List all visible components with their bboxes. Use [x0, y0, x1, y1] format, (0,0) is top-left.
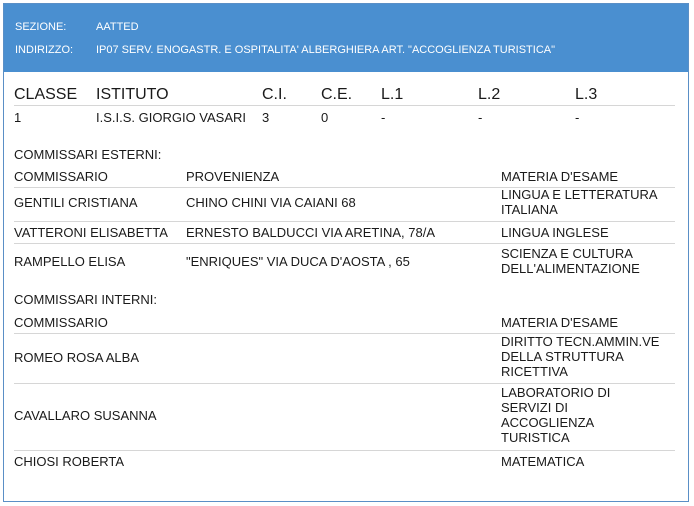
divider: [14, 221, 675, 222]
col-provenienza-header: PROVENIENZA: [186, 169, 280, 184]
col-commissario-header: COMMISSARIO: [14, 169, 108, 184]
commissario-name: RAMPELLO ELISA: [14, 254, 126, 269]
col-istituto-header: ISTITUTO: [96, 86, 169, 103]
divider: [14, 243, 675, 244]
col-classe-header: CLASSE: [14, 86, 78, 103]
materia-value: MATEMATICA: [501, 454, 585, 469]
col-materia-header: MATERIA D'ESAME: [501, 315, 619, 330]
materia-value: SCIENZA E CULTURA DELL'ALIMENTAZIONE: [501, 246, 640, 276]
col-commissario-header: COMMISSARIO: [14, 315, 108, 330]
l2-value: -: [478, 110, 483, 125]
col-ci-header: C.I.: [262, 86, 287, 103]
header-bar: [4, 4, 688, 72]
commission-card: [3, 3, 689, 502]
section-title: COMMISSARI INTERNI:: [14, 292, 158, 307]
materia-value: DIRITTO TECN.AMMIN.VE DELLA STRUTTURA RICETTIVA: [501, 334, 660, 379]
istituto-value: I.S.I.S. GIORGIO VASARI: [96, 110, 247, 125]
provenienza-value: ERNESTO BALDUCCI VIA ARETINA, 78/A: [186, 225, 436, 240]
col-ce-header: C.E.: [321, 86, 353, 103]
col-l1-header: L.1: [381, 86, 404, 103]
sezione-value: AATTED: [96, 21, 139, 33]
col-materia-header: MATERIA D'ESAME: [501, 169, 619, 184]
commissario-name: VATTERONI ELISABETTA: [14, 225, 168, 240]
col-l3-header: L.3: [575, 86, 598, 103]
divider: [14, 383, 675, 384]
l1-value: -: [381, 110, 386, 125]
provenienza-value: "ENRIQUES" VIA DUCA D'AOSTA , 65: [186, 254, 410, 269]
commissario-name: ROMEO ROSA ALBA: [14, 350, 139, 365]
commissario-name: CAVALLARO SUSANNA: [14, 408, 157, 423]
l3-value: -: [575, 110, 580, 125]
indirizzo-value: IP07 SERV. ENOGASTR. E OSPITALITA' ALBERGHIERA ART. "ACCOGLIENZA TURISTICA": [96, 44, 556, 56]
materia-value: LABORATORIO DI SERVIZI DI ACCOGLIENZA TURISTICA: [501, 385, 611, 445]
commissario-name: CHIOSI ROBERTA: [14, 454, 125, 469]
materia-value: LINGUA INGLESE: [501, 225, 609, 240]
provenienza-value: CHINO CHINI VIA CAIANI 68: [186, 195, 356, 210]
divider: [14, 450, 675, 451]
sezione-label: SEZIONE:: [15, 21, 67, 33]
ci-value: 3: [262, 110, 270, 125]
col-l2-header: L.2: [478, 86, 501, 103]
classe-value: 1: [14, 110, 22, 125]
indirizzo-label: INDIRIZZO:: [15, 44, 74, 56]
commissario-name: GENTILI CRISTIANA: [14, 195, 138, 210]
section-title: COMMISSARI ESTERNI:: [14, 147, 162, 162]
ce-value: 0: [321, 110, 329, 125]
divider: [14, 105, 675, 106]
materia-value: LINGUA E LETTERATURA ITALIANA: [501, 187, 657, 217]
